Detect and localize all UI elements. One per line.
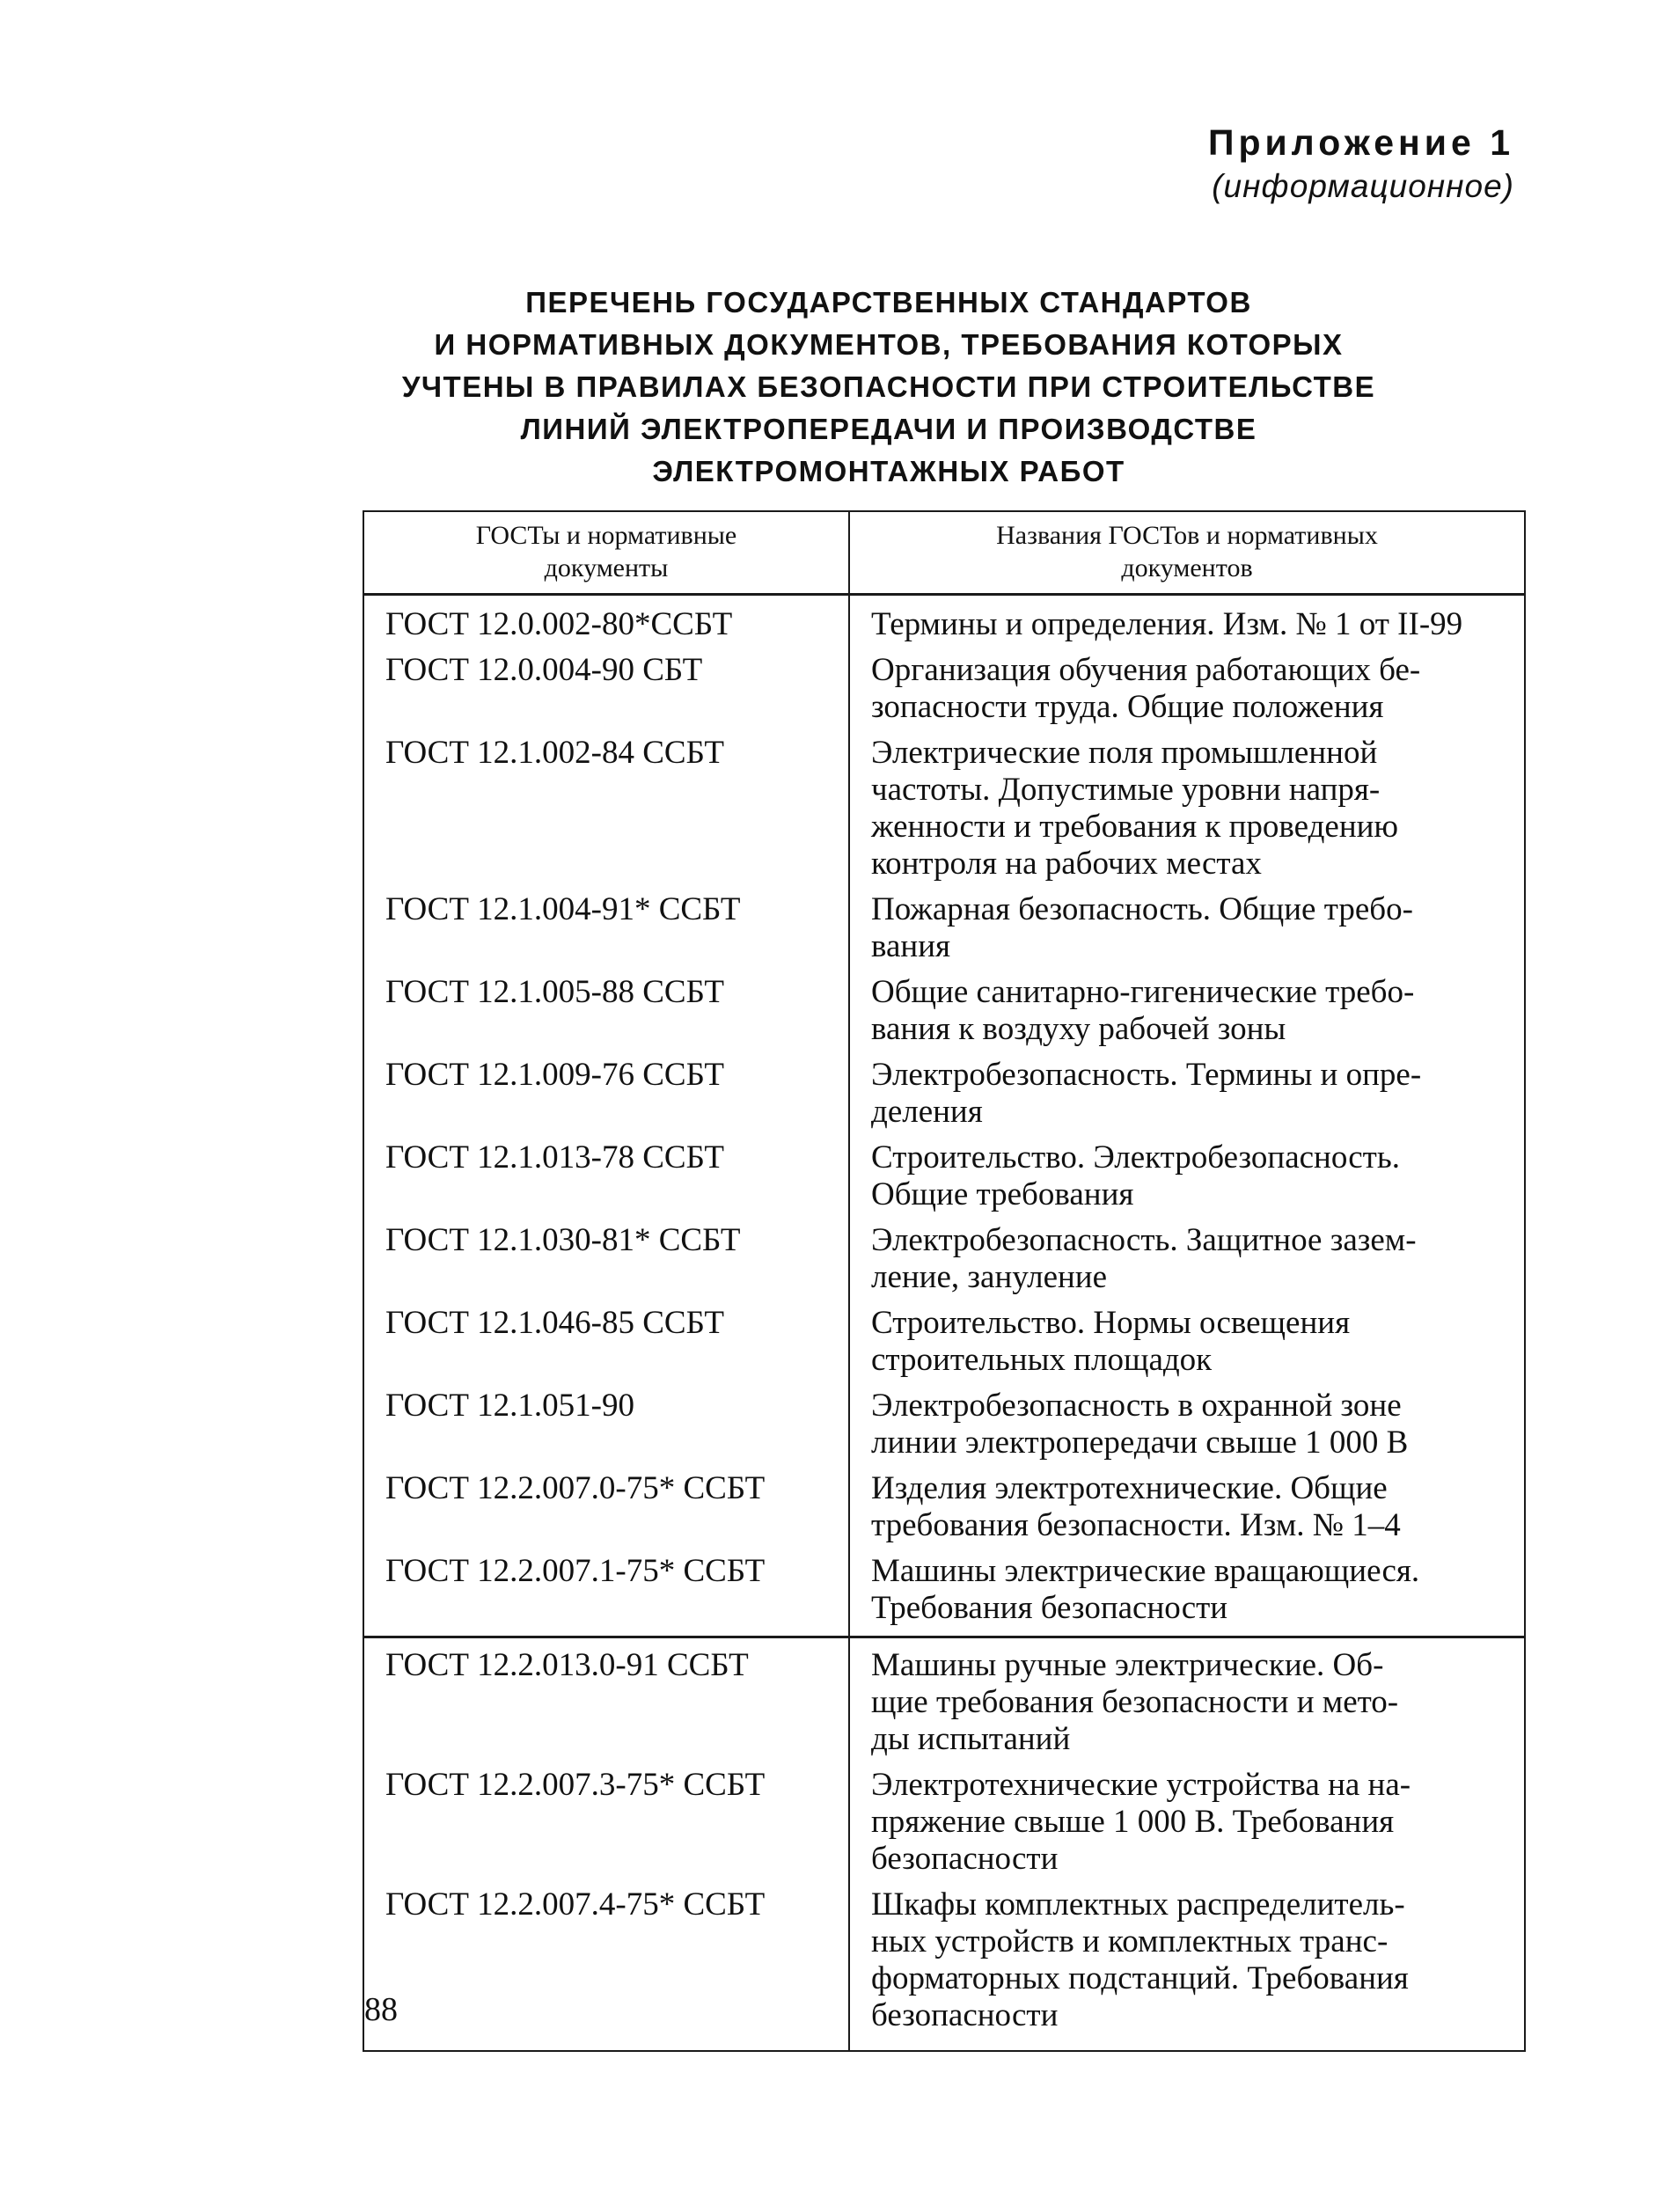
gost-name-line: форматорных подстанций. Требования [871,1960,1409,1996]
table-row [363,1139,1525,1222]
gost-name-cell [849,1553,1525,1637]
table-row [363,1388,1525,1470]
gost-name-line: частоты. Допустимые уровни напря- [871,772,1381,808]
gost-table [363,510,1526,2052]
gost-name-line: Электробезопасность. Защитное зазем- [871,1222,1417,1258]
gost-code-cell: ГОСТ 12.1.051-90 [363,1388,849,1470]
gost-name-line: Электрические поля промышленной [871,735,1378,771]
column-header-line: ГОСТы и нормативные [475,521,737,550]
gost-name-line: строительных площадок [871,1342,1213,1378]
gost-name-line: Машины ручные электрические. Об- [871,1647,1384,1683]
gost-code-cell: ГОСТ 12.2.007.1-75* ССБТ [363,1553,849,1637]
table-row [363,735,1525,891]
gost-name-cell [849,1222,1525,1305]
gost-code-cell: ГОСТ 12.0.002-80*ССБТ [363,595,849,653]
gost-name-line: ных устройств и комплектных транс- [871,1923,1389,1959]
gost-code-cell: ГОСТ 12.1.002-84 ССБТ [363,735,849,891]
gost-name-line: линии электропередачи свыше 1 000 В [871,1425,1409,1461]
gost-code-cell: ГОСТ 12.2.007.0-75* ССБТ [363,1470,849,1553]
column-header-line: Названия ГОСТов и нормативных [996,521,1378,550]
gost-name-cell [849,974,1525,1057]
gost-name-line: ление, зануление [871,1259,1108,1295]
gost-name-line: безопасности [871,1841,1059,1877]
gost-name-cell [849,1139,1525,1222]
gost-name-line: Общие требования [871,1176,1134,1212]
gost-name-line: пряжение свыше 1 000 В. Требования [871,1804,1395,1840]
gost-name-line: деления [871,1094,983,1130]
gost-name-cell [849,652,1525,735]
gost-name-line: Термины и определения. Изм. № 1 от II-99 [871,606,1463,642]
gost-name-line: вания [871,928,951,964]
heading-line: ЛИНИЙ ЭЛЕКТРОПЕРЕДАЧИ И ПРОИЗВОДСТВЕ [520,413,1257,445]
table-body [363,595,1525,2052]
table-row [363,652,1525,735]
gost-name-line: Строительство. Электробезопасность. [871,1139,1400,1176]
heading-line: ЭЛЕКТРОМОНТАЖНЫХ РАБОТ [652,455,1125,487]
gost-name-line: ды испытаний [871,1721,1071,1757]
appendix-block [1208,120,1514,208]
gost-code-cell: ГОСТ 12.1.009-76 ССБТ [363,1057,849,1139]
gost-code-cell: ГОСТ 12.1.030-81* ССБТ [363,1222,849,1305]
table-row [363,595,1525,653]
gost-name-cell [849,891,1525,974]
gost-name-line: Пожарная безопасность. Общие требо- [871,891,1413,927]
gost-name-line: Электробезопасность. Термины и опре- [871,1057,1422,1093]
table-row [363,1305,1525,1388]
table-header-row [363,511,1525,595]
table-row [363,1767,1525,1886]
table-row [363,1222,1525,1305]
gost-code-cell: ГОСТ 12.2.013.0-91 ССБТ [363,1637,849,1768]
gost-name-line: Электробезопасность в охранной зоне [871,1388,1402,1424]
table-row [363,1637,1525,1768]
gost-name-line: Шкафы комплектных распределитель- [871,1886,1405,1923]
table-row [363,974,1525,1057]
appendix-title: Приложение 1 [1207,122,1514,163]
gost-name-cell [849,1886,1525,2051]
gost-name-line: безопасности [871,1997,1059,2033]
gost-name-line: щие требования безопасности и мето- [871,1684,1399,1720]
gost-code-cell: ГОСТ 12.1.046-85 ССБТ [363,1305,849,1388]
table-row [363,1553,1525,1637]
gost-name-line: вания к воздуху рабочей зоны [871,1011,1286,1047]
gost-name-cell [849,1305,1525,1388]
gost-name-line: Общие санитарно-гигенические требо- [871,974,1415,1010]
table-row [363,1470,1525,1553]
gost-name-cell [849,1767,1525,1886]
table-row [363,1057,1525,1139]
gost-name-cell [849,1057,1525,1139]
gost-code-cell: ГОСТ 12.2.007.4-75* ССБТ [363,1886,849,2051]
gost-name-line: Строительство. Нормы освещения [871,1305,1351,1341]
gost-name-line: Изделия электротехнические. Общие [871,1470,1388,1506]
gost-name-cell [849,1637,1525,1768]
gost-code-cell: ГОСТ 12.2.007.3-75* ССБТ [363,1767,849,1886]
gost-code-cell: ГОСТ 12.1.005-88 ССБТ [363,974,849,1057]
gost-name-line: контроля на рабочих местах [871,846,1262,882]
gost-name-line: Организация обучения работающих бе- [871,652,1421,688]
table-row [363,1886,1525,2051]
gost-name-line: Машины электрические вращающиеся. [871,1553,1420,1589]
page-number: 88 [364,1991,398,2028]
appendix-subtitle: (информационное) [1212,168,1514,204]
gost-name-cell [849,595,1525,653]
gost-name-line: Требования безопасности [871,1590,1228,1626]
gost-name-line: Электротехнические устройства на на- [871,1767,1411,1803]
gost-code-cell: ГОСТ 12.0.004-90 СБТ [363,652,849,735]
column-header-line: документы [544,553,669,582]
column-header-code [363,511,849,595]
heading-line: УЧТЕНЫ В ПРАВИЛАХ БЕЗОПАСНОСТИ ПРИ СТРОИТЕЛЬСТВЕ [401,370,1376,403]
gost-name-line: женности и требования к проведению [871,809,1399,845]
gost-name-line: зопасности труда. Общие положения [871,689,1384,725]
gost-code-cell: ГОСТ 12.1.013-78 ССБТ [363,1139,849,1222]
gost-name-cell [849,1470,1525,1553]
document-heading [334,282,1443,493]
table-row [363,891,1525,974]
column-header-name [849,511,1525,595]
gost-name-cell [849,1388,1525,1470]
heading-line: И НОРМАТИВНЫХ ДОКУМЕНТОВ, ТРЕБОВАНИЯ КОТОРЫХ [434,328,1344,361]
gost-name-cell [849,735,1525,891]
column-header-line: документов [1121,553,1253,582]
heading-line: ПЕРЕЧЕНЬ ГОСУДАРСТВЕННЫХ СТАНДАРТОВ [525,286,1252,319]
gost-code-cell: ГОСТ 12.1.004-91* ССБТ [363,891,849,974]
gost-name-line: требования безопасности. Изм. № 1–4 [871,1507,1401,1543]
